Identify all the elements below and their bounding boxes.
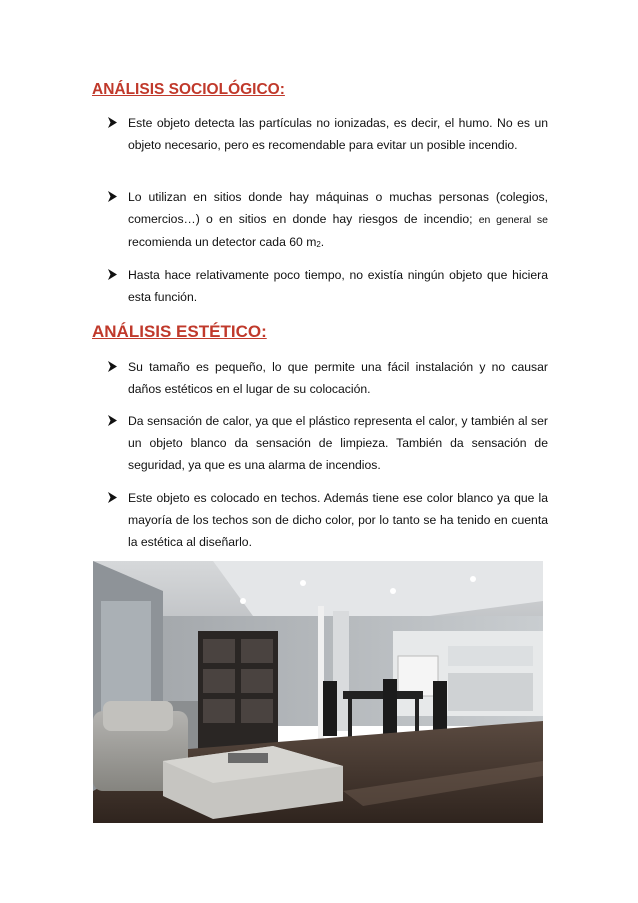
bullet-text-main: Lo utilizan en sitios donde hay máquinas o muchas personas (colegios, comercios…) o en sitios en donde hay riesgos de incendio; bbox=[128, 190, 548, 226]
list-item bbox=[108, 487, 548, 553]
bullet-text bbox=[128, 186, 548, 256]
list-item bbox=[108, 186, 548, 256]
arrow-bullet-icon bbox=[108, 269, 117, 280]
bullet-text: Da sensación de calor, ya que el plástico representa el calor, y también al ser un objeto blanco da sensación de limpieza. También da sensación de seguridad, ya que es una alarma de incendios. bbox=[128, 414, 548, 472]
bullet-text-tail: recomienda un detector cada 60 m bbox=[128, 235, 317, 249]
list-item bbox=[108, 264, 548, 308]
arrow-bullet-icon bbox=[108, 492, 117, 503]
arrow-bullet-icon bbox=[108, 191, 117, 202]
bullet-text-end: . bbox=[320, 235, 325, 249]
list-item bbox=[108, 112, 548, 156]
section-title-sociologico: ANÁLISIS SOCIOLÓGICO: bbox=[92, 81, 285, 98]
bullet-text-small: en general se bbox=[478, 214, 548, 226]
list-item bbox=[108, 356, 548, 400]
bullet-text: Este objeto detecta las partículas no ionizadas, es decir, el humo. No es un objeto necesario, pero es recomendable para evitar un posible incendio. bbox=[128, 116, 548, 152]
section-title-estetico: ANÁLISIS ESTÉTICO: bbox=[92, 322, 267, 341]
arrow-bullet-icon bbox=[108, 117, 117, 128]
list-item bbox=[108, 410, 548, 476]
living-room-photo bbox=[93, 561, 543, 823]
bullet-text: Su tamaño es pequeño, lo que permite una fácil instalación y no causar daños estéticos en el lugar de su colocación. bbox=[128, 360, 548, 396]
bullet-text: Este objeto es colocado en techos. Además tiene ese color blanco ya que la mayoría de los techos son de dicho color, por lo tanto se ha tenido en cuenta la estética al diseñarlo. bbox=[128, 491, 548, 549]
arrow-bullet-icon bbox=[108, 415, 117, 426]
bullet-text-superscript: 2 bbox=[316, 240, 321, 249]
arrow-bullet-icon bbox=[108, 361, 117, 372]
bullet-text: Hasta hace relativamente poco tiempo, no existía ningún objeto que hiciera esta función. bbox=[128, 268, 548, 304]
living-room-image bbox=[93, 561, 543, 823]
